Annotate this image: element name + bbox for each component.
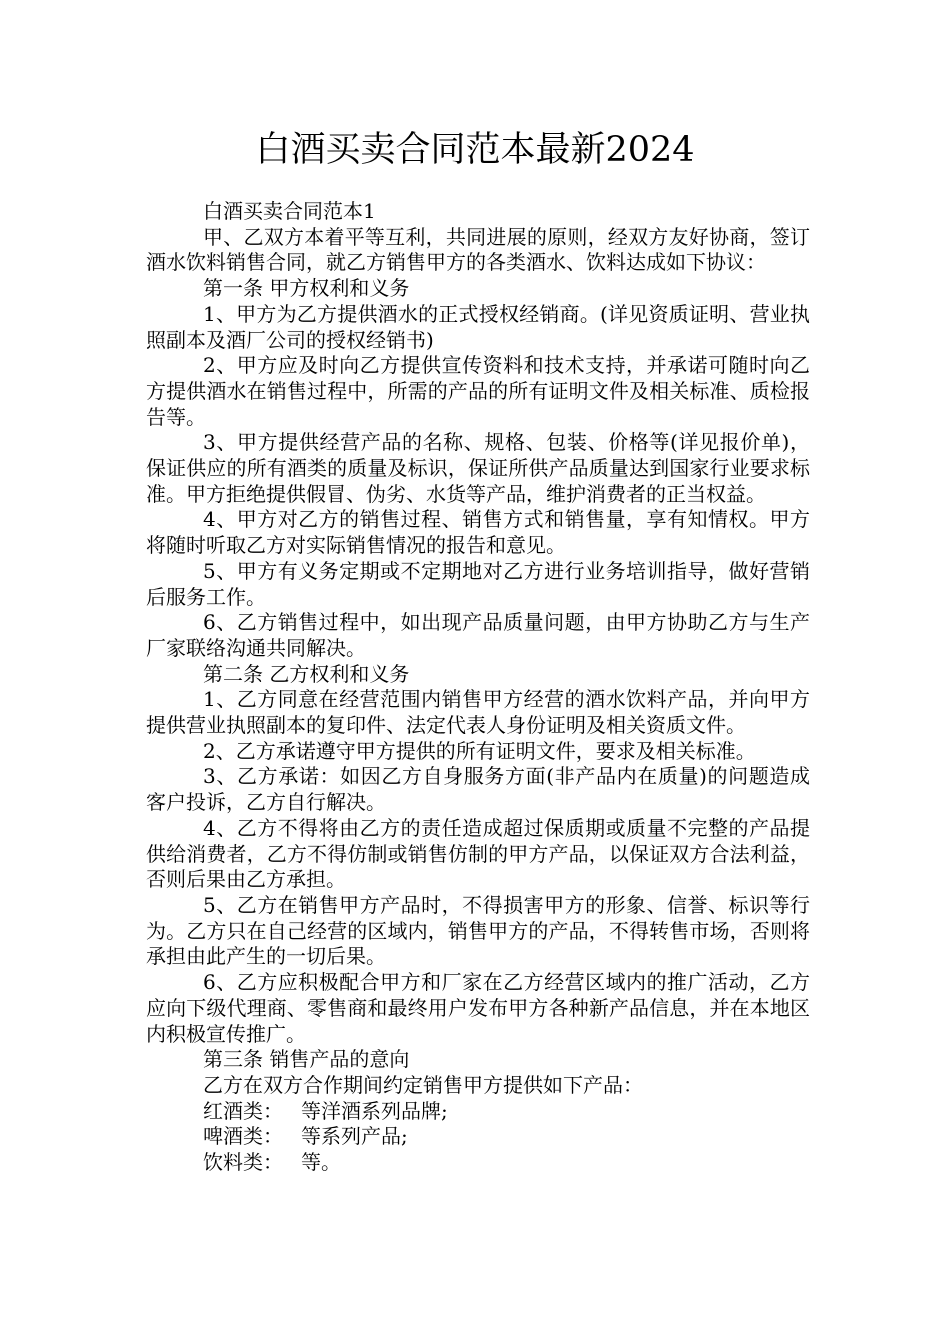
product-row-beverage [146, 1150, 810, 1176]
product-label: 红酒类： [203, 1098, 283, 1123]
article-2-clause-5: 5、乙方在销售甲方产品时，不得损害甲方的形象、信誉、标识等行为。乙方只在自己经营的区域内，销售甲方的产品，不得转售市场，否则将承担由此产生的一切后果。 [146, 892, 810, 969]
product-value: 等洋酒系列品牌; [301, 1098, 448, 1123]
article-1-clause-4: 4、甲方对乙方的销售过程、销售方式和销售量，享有知情权。甲方将随时听取乙方对实际销售情况的报告和意见。 [146, 507, 810, 558]
article-2-clause-3: 3、乙方承诺：如因乙方自身服务方面(非产品内在质量)的问题造成客户投诉，乙方自行解决。 [146, 764, 810, 815]
product-value: 等系列产品; [301, 1124, 408, 1149]
article-2-clause-2: 2、乙方承诺遵守甲方提供的所有证明文件，要求及相关标准。 [203, 738, 756, 763]
article-2-clause-6: 6、乙方应积极配合甲方和厂家在乙方经营区域内的推广活动，乙方应向下级代理商、零售商和最终用户发布甲方各种新产品信息，并在本地区内积极宣传推广。 [146, 970, 810, 1046]
product-value: 等。 [301, 1150, 341, 1175]
article-1-heading: 第一条 甲方权利和义务 [203, 276, 410, 301]
article-2-clause-1: 1、乙方同意在经营范围内销售甲方经营的酒水饮料产品，并向甲方提供营业执照副本的复印件、法定代表人身份证明及相关资质文件。 [146, 687, 810, 738]
article-1-clause-1: 1、甲方为乙方提供酒水的正式授权经销商。(详见资质证明、营业执照副本及酒厂公司的授权经销书) [146, 301, 810, 352]
intro-paragraph: 甲、乙双方本着平等互利，共同进展的原则，经双方友好协商，签订酒水饮料销售合同，就乙方销售甲方的各类酒水、饮料达成如下协议： [146, 224, 810, 275]
product-row-beer [146, 1124, 810, 1150]
article-1-clause-3: 3、甲方提供经营产品的名称、规格、包装、价格等(详见报价单)，保证供应的所有酒类的质量及标识，保证所供产品质量达到国家行业要求标准。甲方拒绝提供假冒、伪劣、水货等产品，维护消费者的正当权益。 [146, 430, 810, 506]
article-1-clause-2: 2、甲方应及时向乙方提供宣传资料和技术支持，并承诺可随时向乙方提供酒水在销售过程中，所需的产品的所有证明文件及相关标准、质检报告等。 [146, 353, 810, 429]
product-label: 饮料类： [203, 1150, 283, 1175]
article-2-heading: 第二条 乙方权利和义务 [203, 661, 410, 686]
article-2-clause-4: 4、乙方不得将由乙方的责任造成超过保质期或质量不完整的产品提供给消费者，乙方不得仿制或销售仿制的甲方产品，以保证双方合法利益，否则后果由乙方承担。 [146, 815, 810, 892]
product-label: 啤酒类： [203, 1124, 283, 1149]
document-title: 白酒买卖合同范本最新2024 [255, 130, 695, 170]
article-3-heading: 第三条 销售产品的意向 [203, 1047, 410, 1072]
article-3-intro: 乙方在双方合作期间约定销售甲方提供如下产品： [203, 1072, 643, 1097]
article-1-clause-6: 6、乙方销售过程中，如出现产品质量问题，由甲方协助乙方与生产厂家联络沟通共同解决。 [146, 610, 810, 660]
contract-subtitle: 白酒买卖合同范本1 [203, 199, 376, 223]
document-body [146, 199, 810, 1176]
product-row-red-wine [146, 1099, 810, 1125]
article-1-clause-5: 5、甲方有义务定期或不定期地对乙方进行业务培训指导，做好营销后服务工作。 [146, 558, 810, 609]
